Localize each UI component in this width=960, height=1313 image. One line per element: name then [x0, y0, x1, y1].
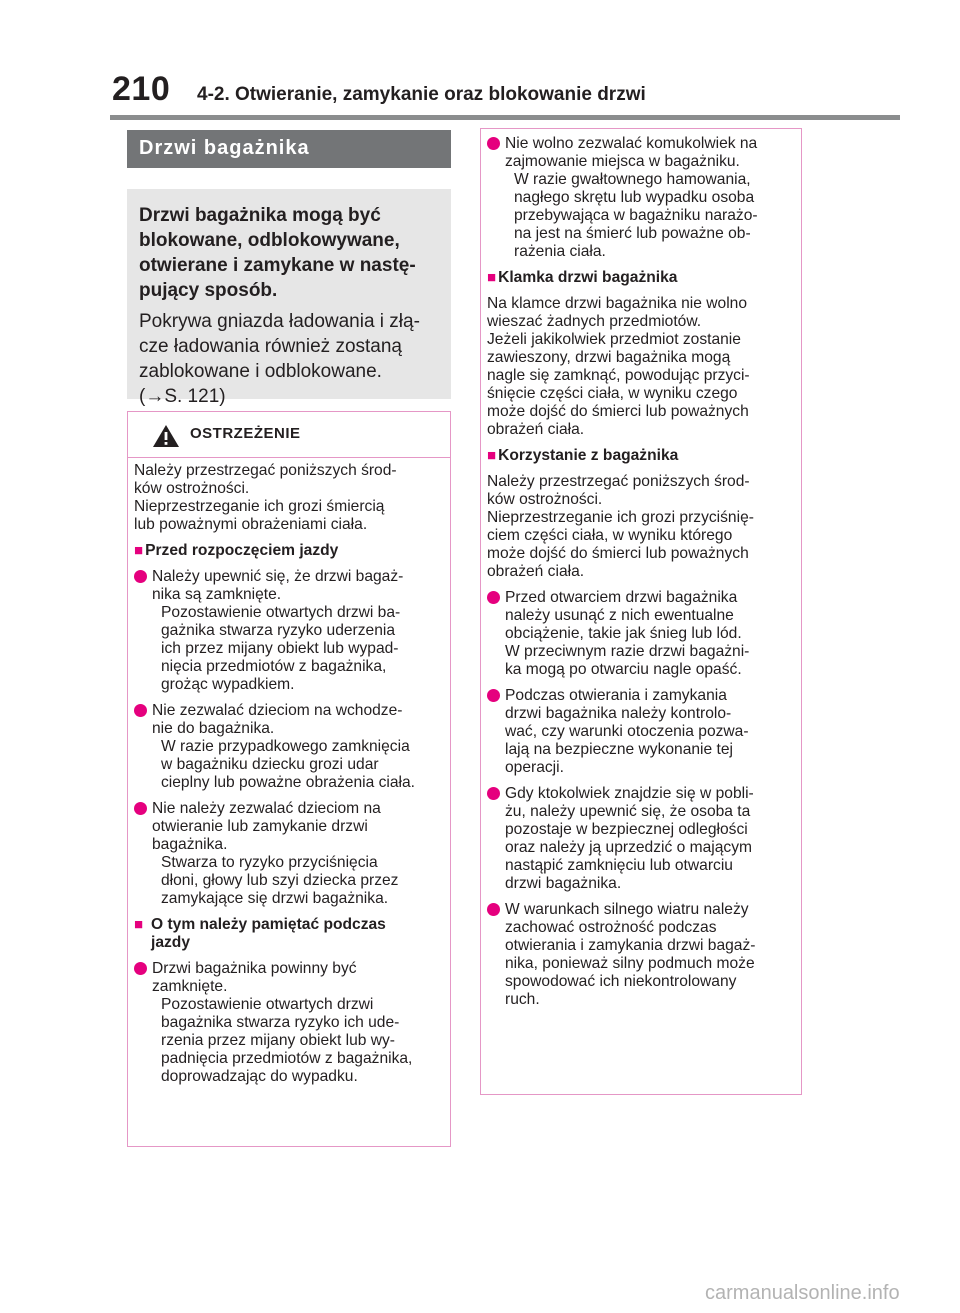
bullet-dot-icon — [487, 591, 500, 604]
page-number: 210 — [112, 70, 171, 108]
text-line: nięcia przedmiotów z bagażnika, — [161, 658, 387, 675]
warning-body — [134, 462, 446, 1094]
text-line: Nieprzestrzeganie ich grozi śmiercią — [134, 498, 385, 515]
bullet-dot-icon — [487, 787, 500, 800]
text-line: W razie przypadkowego zamknięcia — [161, 738, 410, 755]
bullet-text — [152, 568, 446, 604]
text-line: śnięcie części ciała, w wyniku czego — [487, 385, 738, 402]
text-line: Przed otwarciem drzwi bagażnika — [505, 589, 738, 606]
heading-using-trunk-text: Korzystanie z bagażnika — [498, 447, 679, 464]
bullet-item — [134, 568, 446, 694]
text-line: cze ładowania również zostaną — [139, 336, 402, 357]
text-line: obrażeń ciała. — [487, 421, 585, 438]
text-line: przebywająca w bagażniku narażo- — [514, 207, 758, 224]
bullet-dot-icon — [487, 689, 500, 702]
text-line: obciążenie, takie jak śnieg lub lód. — [505, 625, 742, 642]
warning-title: OSTRZEŻENIE — [190, 425, 301, 442]
text-line: rażenia ciała. — [514, 243, 606, 260]
bullet-subtext — [152, 996, 446, 1086]
bullet-item — [487, 901, 797, 1009]
text-line: W razie gwałtownego hamowania, — [514, 171, 751, 188]
text-line: bagażnika stwarza ryzyko ich ude- — [161, 1014, 400, 1031]
text-line: padnięcia przedmiotów z bagażnika, — [161, 1050, 413, 1067]
bullet-item — [487, 785, 797, 893]
bullet-subtext — [152, 854, 446, 908]
bullet-text — [505, 135, 797, 171]
text-line: bagażnika. — [152, 836, 228, 853]
text-line: nastąpić zamknięciu lub otwarciu — [505, 857, 733, 874]
text-line: zamykające się drzwi bagażnika. — [161, 890, 389, 907]
text-line: gażnika stwarza ryzyko uderzenia — [161, 622, 396, 639]
warning-header — [128, 412, 450, 458]
using-trunk-paragraph — [487, 473, 797, 581]
text-line: W warunkach silnego wiatru należy — [505, 901, 749, 918]
chapter-title: 4-2. Otwieranie, zamykanie oraz blokowanie drzwi — [197, 84, 646, 105]
text-line: cieplny lub poważne obrażenia ciała. — [161, 774, 415, 791]
text-line: otwierania i zamykania drzwi bagaż- — [505, 937, 756, 954]
warning-continued-box — [480, 128, 802, 1095]
bullet-text — [152, 800, 446, 854]
bullet-text — [152, 960, 446, 996]
text-line: należy usunąć z nich ewentualne — [505, 607, 734, 624]
text-line: Nie zezwalać dzieciom na wchodze- — [152, 702, 403, 719]
bullet-text — [505, 901, 797, 1009]
summary-box — [127, 189, 451, 407]
square-bullet-icon: ■ — [487, 269, 497, 286]
text-line: dłoni, głowy lub szyi dziecka przez — [161, 872, 399, 889]
text-line: Pozostawienie otwartych drzwi — [161, 996, 374, 1013]
page-reference: (→S. 121) — [139, 386, 226, 407]
text-line: Na klamce drzwi bagażnika nie wolno — [487, 295, 748, 312]
bullet-item — [487, 687, 797, 777]
text-line: W przeciwnym razie drzwi bagażni- — [505, 643, 750, 660]
text-line: obrażeń ciała. — [487, 563, 585, 580]
bullet-item — [134, 800, 446, 908]
heading-tailgate-handle — [487, 269, 797, 287]
text-line: Nieprzestrzeganie ich grozi przyciśnię- — [487, 509, 754, 526]
heading-using-trunk — [487, 447, 797, 465]
text-line: oraz należy ją uprzedzić o mającym — [505, 839, 753, 856]
text-line: Należy upewnić się, że drzwi bagaż- — [152, 568, 404, 585]
text-line: nagłego skrętu lub wypadku osoba — [514, 189, 755, 206]
text-line: Należy przestrzegać poniższych środ- — [487, 473, 750, 490]
bullet-text — [505, 589, 797, 679]
text-line: rzenia przez mijany obiekt lub wy- — [161, 1032, 395, 1049]
bullet-dot-icon — [134, 704, 147, 717]
text-line: zablokowane i odblokowane. — [139, 361, 382, 382]
text-line: pujący sposób. — [139, 280, 278, 301]
text-line: Stwarza to ryzyko przyciśnięcia — [161, 854, 378, 871]
bullet-subtext — [152, 738, 446, 792]
bullet-subtext — [152, 604, 446, 694]
text-line: ków ostrożności. — [487, 491, 603, 508]
section-title: Drzwi bagażnika — [139, 137, 310, 159]
watermark[interactable]: carmanualsonline.info — [705, 1282, 900, 1304]
text-line: może dojść do śmierci lub poważnych — [487, 545, 749, 562]
warning-triangle-icon — [152, 424, 180, 448]
heading-before-driving-text: Przed rozpoczęciem jazdy — [145, 542, 339, 559]
text-line: lają na bezpieczne wykonanie tej — [505, 741, 733, 758]
text-line: ich przez mijany obiekt lub wypad- — [161, 640, 399, 657]
text-line: żu, należy upewnić się, że osoba ta — [505, 803, 751, 820]
text-line: Podczas otwierania i zamykania — [505, 687, 727, 704]
text-line: ka mogą po otwarciu nagle opaść. — [505, 661, 742, 678]
text-line: pozostaje w bezpiecznej odległości — [505, 821, 748, 838]
bullet-dot-icon — [134, 570, 147, 583]
text-line: zachować ostrożność podczas — [505, 919, 717, 936]
text-line: zajmowanie miejsca w bagażniku. — [505, 153, 740, 170]
text-line: Gdy ktokolwiek znajdzie się w pobli- — [505, 785, 754, 802]
text-line: Pokrywa gniazda ładowania i złą- — [139, 311, 420, 332]
bullet-subtext — [505, 171, 797, 261]
text-line: jazdy — [151, 934, 190, 951]
square-bullet-icon: ■ — [134, 542, 144, 559]
heading-tailgate-handle-text: Klamka drzwi bagażnika — [498, 269, 678, 286]
text-line: Jeżeli jakikolwiek przedmiot zostanie — [487, 331, 741, 348]
bullet-item — [487, 135, 797, 261]
text-line: na jest na śmierć lub poważne ob- — [514, 225, 751, 242]
text-line: może dojść do śmierci lub poważnych — [487, 403, 749, 420]
text-line: zawieszony, drzwi bagażnika mogą — [487, 349, 731, 366]
header-rule — [110, 115, 900, 120]
heading-while-driving — [134, 916, 446, 952]
bullet-item — [134, 960, 446, 1086]
square-bullet-icon: ■ — [487, 447, 497, 464]
text-line: Nie wolno zezwalać komukolwiek na — [505, 135, 758, 152]
text-line: wieszać żadnych przedmiotów. — [487, 313, 702, 330]
section-title-bar — [127, 130, 451, 168]
text-line: operacji. — [505, 759, 564, 776]
text-line: w bagażniku dziecku grozi udar — [161, 756, 379, 773]
text-line: drzwi bagażnika należy kontrolo- — [505, 705, 732, 722]
text-line: otwierane i zamykane w nastę- — [139, 255, 416, 276]
text-line: ciem części ciała, w wyniku którego — [487, 527, 733, 544]
heading-before-driving — [134, 542, 446, 560]
text-line: nika są zamknięte. — [152, 586, 282, 603]
text-line: zamknięte. — [152, 978, 228, 995]
text-line: nagle się zamknąć, powodując przyci- — [487, 367, 750, 384]
text-line: ruch. — [505, 991, 540, 1008]
summary-note — [139, 309, 439, 409]
square-bullet-icon: ■ — [134, 916, 144, 933]
text-line: blokowane, odblokowywane, — [139, 230, 400, 251]
text-line: spowodować ich niekontrolowany — [505, 973, 737, 990]
bullet-text — [505, 785, 797, 893]
text-line: grożąc wypadkiem. — [161, 676, 295, 693]
text-line: nika, ponieważ silny podmuch może — [505, 955, 755, 972]
text-line: otwieranie lub zamykanie drzwi — [152, 818, 368, 835]
bullet-dot-icon — [134, 962, 147, 975]
text-line: drzwi bagażnika. — [505, 875, 622, 892]
tailgate-handle-paragraph — [487, 295, 797, 439]
bullet-dot-icon — [487, 137, 500, 150]
warning-box — [127, 411, 451, 1147]
text-line: Należy przestrzegać poniższych środ- — [134, 462, 397, 479]
text-line: Nie należy zezwalać dzieciom na — [152, 800, 381, 817]
text-line: lub poważnymi obrażeniami ciała. — [134, 516, 368, 533]
warning-continued-body — [487, 135, 797, 1017]
summary-bold-text — [139, 203, 439, 303]
text-line: doprowadzając do wypadku. — [161, 1068, 358, 1085]
text-line: wać, czy warunki otoczenia pozwa- — [505, 723, 749, 740]
text-line: Drzwi bagażnika mogą być — [139, 205, 381, 226]
text-line: nie do bagażnika. — [152, 720, 275, 737]
warning-intro — [134, 462, 446, 534]
text-line: Drzwi bagażnika powinny być — [152, 960, 357, 977]
bullet-item — [487, 589, 797, 679]
bullet-dot-icon — [487, 903, 500, 916]
bullet-item — [134, 702, 446, 792]
heading-while-driving-text — [151, 916, 446, 952]
summary-note-text — [139, 309, 439, 384]
bullet-text — [152, 702, 446, 738]
text-line: Pozostawienie otwartych drzwi ba- — [161, 604, 401, 621]
bullet-dot-icon — [134, 802, 147, 815]
bullet-text — [505, 687, 797, 777]
text-line: ków ostrożności. — [134, 480, 250, 497]
text-line: O tym należy pamiętać podczas — [151, 916, 386, 933]
